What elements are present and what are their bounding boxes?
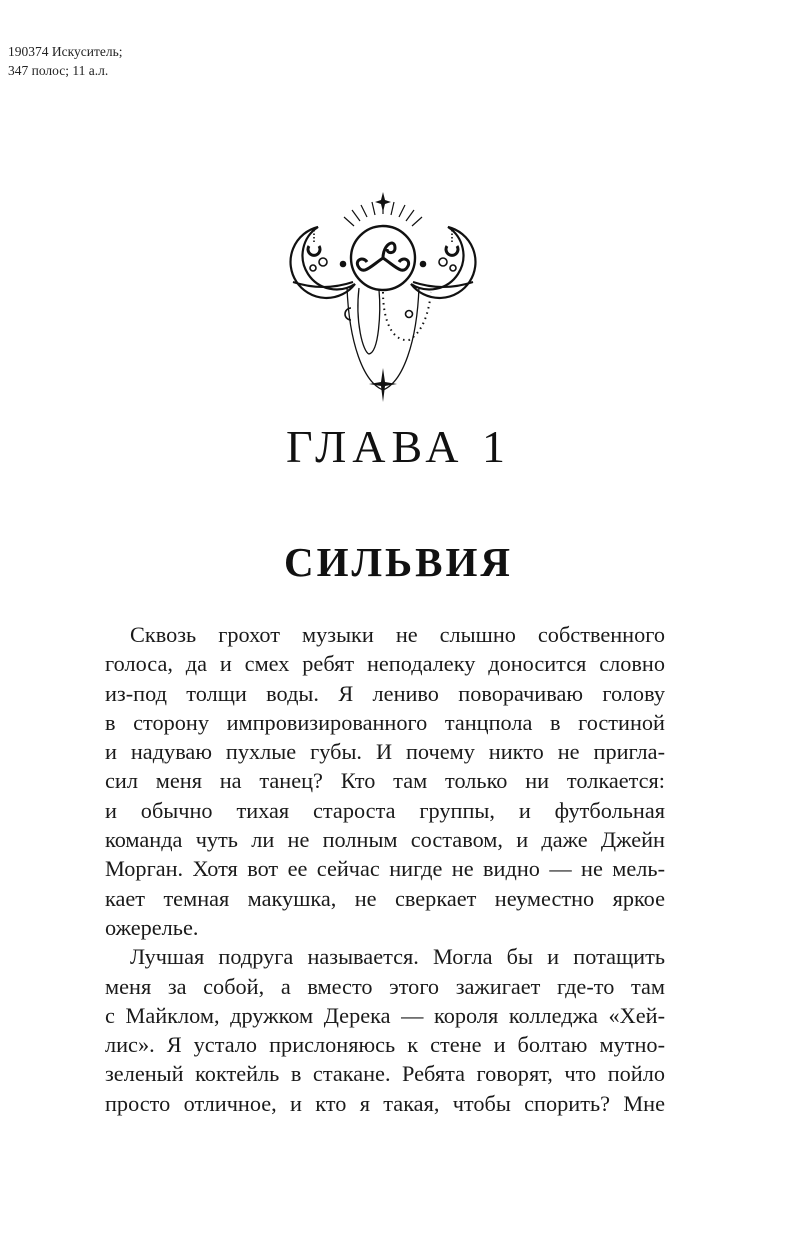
text-line: кает темная макушка, не сверкает неуместно яркое [105,885,665,911]
text-line: в сторону импровизированного танцпола в гостиной [105,709,665,735]
text-line: и обычно тихая староста группы, и футбольная [105,797,665,823]
text-line: зеленый коктейль в стакане. Ребята говорят, что пойло [105,1061,665,1087]
text-line: голоса, да и смех ребят неподалеку доносится словно [105,651,665,677]
text-line: просто отличное, и кто я такая, чтобы спорить? Мне [105,1090,665,1116]
text-line: сил меня на танец? Кто там только ни толкается: [105,768,665,794]
text-line: Лучшая подруга называется. Могла бы и потащить [130,944,665,970]
text-line: из-под толщи воды. Я лениво поворачиваю голову [105,680,665,706]
text-line: с Майклом, дружком Дерека — короля колледжа «Хей- [105,1002,665,1028]
paragraph [105,620,665,942]
print-metadata [8,42,123,80]
text-line: команда чуть ли не полным составом, и даже Джейн [105,827,665,853]
triple-moon-ornament-icon [283,192,483,407]
text-line: Морган. Хотя вот ее сейчас нигде не видно — не мель- [105,856,665,882]
text-line: меня за собой, а вместо этого зажигает где-то там [105,973,665,999]
chapter-title: ГЛАВА 1 [285,421,512,472]
text-line: и надуваю пухлые губы. И почему никто не пригла- [105,739,665,765]
text-line: Сквозь грохот музыки не слышно собственного [130,622,665,647]
paragraph [105,942,665,1118]
metadata-line-1: 190374 Искуситель; [8,44,123,59]
chapter-character-name: СИЛЬВИЯ [283,539,513,585]
metadata-line-2: 347 полос; 11 а.л. [8,63,109,78]
body-text [105,620,665,1118]
text-line: ожерелье. [105,914,199,940]
text-line: лис». Я устало прислоняюсь к стене и болтаю мутно- [105,1032,665,1058]
